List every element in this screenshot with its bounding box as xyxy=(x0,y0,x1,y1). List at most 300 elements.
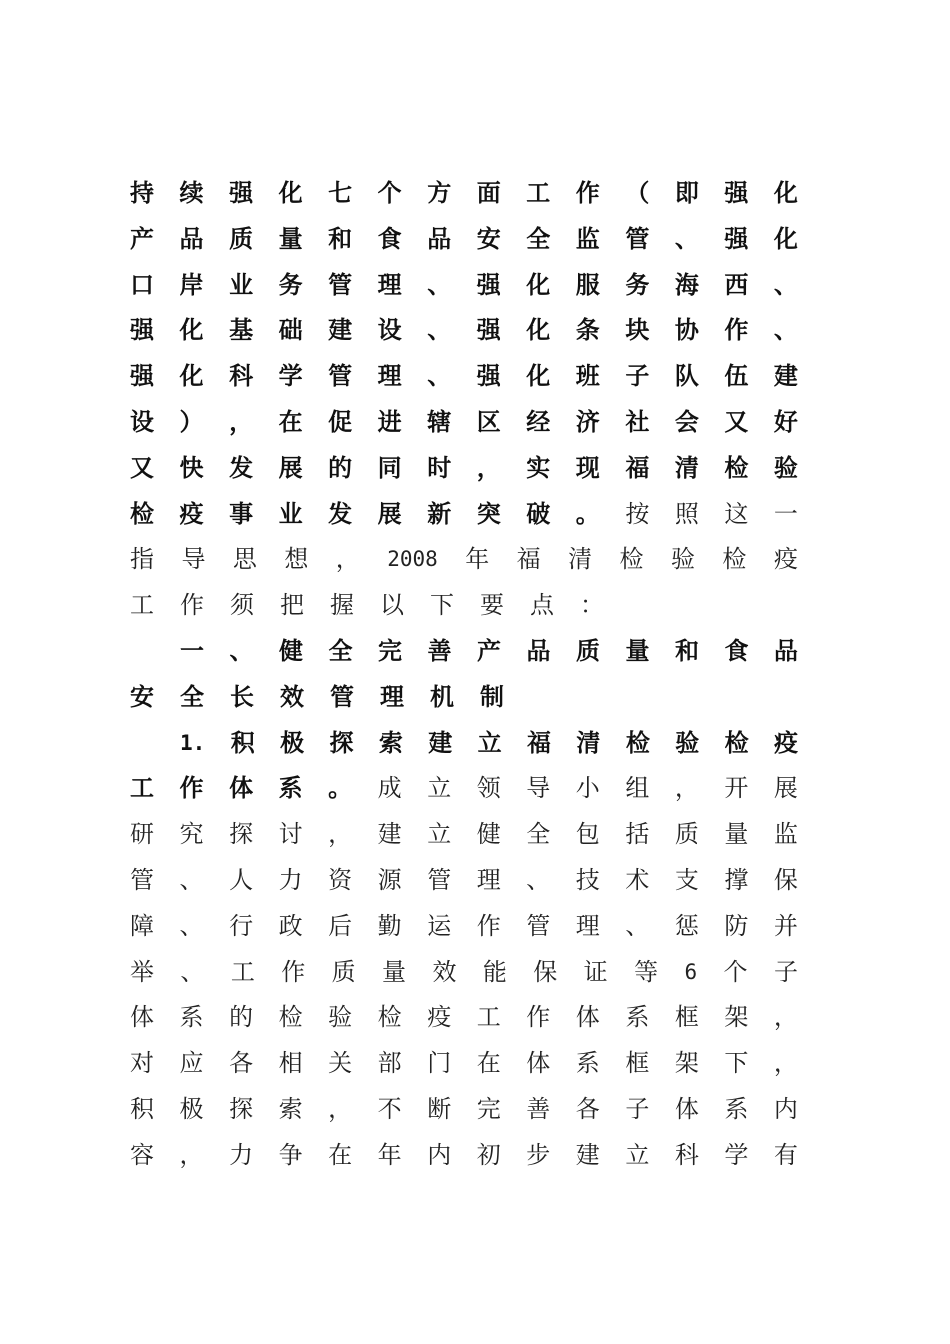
text-line xyxy=(130,216,798,262)
text-line xyxy=(130,857,798,903)
text-char: 体 xyxy=(130,1003,154,1032)
text-char: 产 xyxy=(130,223,154,253)
text-char: 政 xyxy=(278,911,303,940)
text-char: 部 xyxy=(377,1049,402,1078)
text-line xyxy=(130,170,798,216)
text-char: 又 xyxy=(130,452,154,482)
text-char: 系 xyxy=(575,1049,600,1078)
text-char: 勤 xyxy=(377,911,402,940)
text-char: 长 xyxy=(230,681,254,711)
text-char: 架 xyxy=(724,1003,749,1032)
text-char: 框 xyxy=(674,1003,699,1032)
text-char: 按 xyxy=(625,499,650,528)
text-char: 。 xyxy=(328,773,353,803)
text-char: 方 xyxy=(427,178,452,207)
text-char: 一 xyxy=(773,499,798,528)
text-char: 清 xyxy=(568,545,593,574)
text-char: 质 xyxy=(576,636,600,665)
text-line xyxy=(130,1132,798,1178)
text-char: ， xyxy=(229,407,254,436)
text-char: 疫 xyxy=(427,1003,452,1032)
text-char: 验 xyxy=(675,727,700,757)
text-char: 量 xyxy=(382,957,407,986)
text-char: 福 xyxy=(516,545,541,574)
text-char: 相 xyxy=(278,1049,303,1078)
text-char: 学 xyxy=(278,361,303,391)
text-char: 探 xyxy=(329,727,354,757)
text-char: 化 xyxy=(526,315,551,345)
text-char: 人 xyxy=(229,866,254,894)
text-char: 建 xyxy=(773,361,798,391)
text-char: 业 xyxy=(278,498,303,528)
text-char: 效 xyxy=(432,957,457,986)
text-char: 辖 xyxy=(427,407,452,436)
text-char: 系 xyxy=(625,1003,650,1032)
text-char: 各 xyxy=(229,1049,254,1078)
text-char: 建 xyxy=(377,820,402,849)
text-char: 现 xyxy=(575,452,600,482)
text-char: 要 xyxy=(480,591,504,620)
text-char: ， xyxy=(328,1095,353,1123)
text-char: 保 xyxy=(773,866,798,894)
text-char: 事 xyxy=(229,498,254,528)
text-char: 区 xyxy=(476,407,501,436)
text-char: 全 xyxy=(328,636,353,665)
text-char: 学 xyxy=(724,1140,749,1169)
text-char: ， xyxy=(328,820,353,849)
text-char: 工 xyxy=(130,591,154,620)
text-char: 想 xyxy=(284,545,309,574)
text-char: 业 xyxy=(229,269,254,299)
text-char: ， xyxy=(476,452,501,482)
text-char: 撑 xyxy=(724,866,749,894)
text-char: 食 xyxy=(377,223,402,253)
text-char: 等 xyxy=(634,957,659,986)
text-char: 防 xyxy=(724,911,749,940)
text-char: ， xyxy=(773,1003,798,1032)
text-char: 、 xyxy=(674,223,699,253)
text-char: 运 xyxy=(427,911,452,940)
text-char: 体 xyxy=(674,1095,699,1123)
text-char: 索 xyxy=(278,1095,303,1123)
text-char: 监 xyxy=(575,223,600,253)
text-char: 检 xyxy=(625,727,650,757)
text-char: 管 xyxy=(130,866,154,894)
text-char: 检 xyxy=(722,545,747,574)
text-char: 和 xyxy=(675,636,699,665)
text-char: 积 xyxy=(230,727,255,757)
text-char: ， xyxy=(335,545,360,574)
text-char: 照 xyxy=(674,499,699,528)
text-char: 科 xyxy=(674,1140,699,1169)
text-char: 量 xyxy=(278,223,303,253)
text-char: 强 xyxy=(130,361,154,391)
text-char: 研 xyxy=(130,820,154,849)
text-char: 探 xyxy=(229,820,254,849)
text-char: 又 xyxy=(724,407,749,436)
text-char: 门 xyxy=(427,1049,452,1078)
text-char: 进 xyxy=(377,407,402,436)
text-char: 索 xyxy=(378,727,403,757)
text-char: 福 xyxy=(625,452,650,482)
text-char: 极 xyxy=(280,727,305,757)
text-line xyxy=(180,628,798,674)
text-char: 点 xyxy=(530,591,554,620)
text-char: 疫 xyxy=(179,498,204,528)
text-char: 、 xyxy=(625,911,650,940)
text-char: 管 xyxy=(328,269,353,299)
text-char: 基 xyxy=(229,315,254,345)
text-char: 、 xyxy=(427,361,452,391)
text-char: 内 xyxy=(427,1140,452,1169)
text-line xyxy=(130,491,798,537)
text-char: 新 xyxy=(427,498,452,528)
text-char: 内 xyxy=(773,1095,798,1123)
text-char: 不 xyxy=(377,1095,402,1123)
text-char: 化 xyxy=(526,269,551,299)
text-char: 须 xyxy=(230,591,254,620)
text-line xyxy=(130,765,798,811)
text-char: 持 xyxy=(130,178,154,207)
text-char: 健 xyxy=(476,820,501,849)
text-char: 工 xyxy=(476,1003,501,1032)
text-char: 在 xyxy=(328,1140,353,1169)
text-char: 作 xyxy=(180,591,204,620)
text-char: 西 xyxy=(724,269,749,299)
text-char: 导 xyxy=(526,774,551,803)
text-char: 服 xyxy=(575,269,600,299)
text-char: 伍 xyxy=(724,361,749,391)
text-char: 品 xyxy=(526,636,551,665)
text-char: （ xyxy=(625,178,650,207)
text-char: 验 xyxy=(328,1003,353,1032)
text-char: 年 xyxy=(465,545,490,574)
text-char: 产 xyxy=(477,636,501,665)
text-char: 监 xyxy=(773,820,798,849)
text-char: 和 xyxy=(328,223,353,253)
text-char: 容 xyxy=(130,1140,154,1169)
text-char: 、 xyxy=(180,957,205,986)
text-char: 理 xyxy=(380,681,404,711)
text-char: 以 xyxy=(380,591,404,620)
text-char: 对 xyxy=(130,1049,154,1078)
text-char: 在 xyxy=(476,1049,501,1078)
text-char: 展 xyxy=(278,452,303,482)
text-char: 机 xyxy=(430,681,454,711)
text-char: 讨 xyxy=(278,820,303,849)
text-char: 、 xyxy=(526,866,551,894)
text-char: 强 xyxy=(229,178,254,207)
text-char: 子 xyxy=(625,1095,650,1123)
text-char: 究 xyxy=(179,820,204,849)
text-char: 领 xyxy=(476,774,501,803)
text-char: 强 xyxy=(476,361,501,391)
text-char: 子 xyxy=(625,361,650,391)
text-char: 班 xyxy=(575,361,600,391)
text-char: 建 xyxy=(428,727,453,757)
text-char: 包 xyxy=(575,820,600,849)
text-char: 作 xyxy=(724,315,749,345)
text-char: 思 xyxy=(232,545,257,574)
text-char: 惩 xyxy=(674,911,699,940)
text-line xyxy=(130,1086,798,1132)
text-char: 善 xyxy=(427,636,452,665)
text-char: 架 xyxy=(674,1049,699,1078)
text-char: 检 xyxy=(278,1003,303,1032)
text-char: 化 xyxy=(179,315,204,345)
text-char: 验 xyxy=(670,545,695,574)
text-char: 技 xyxy=(575,866,600,894)
text-char: 破 xyxy=(526,498,551,528)
text-char: 化 xyxy=(773,223,798,253)
text-char: 强 xyxy=(476,315,501,345)
text-char: 化 xyxy=(526,361,551,391)
text-char: 、 xyxy=(773,315,798,345)
text-line xyxy=(130,536,798,582)
text-char: 断 xyxy=(427,1095,452,1123)
text-line xyxy=(180,720,798,766)
text-char: 立 xyxy=(427,820,452,849)
text-char: 管 xyxy=(328,361,353,391)
text-char: 济 xyxy=(575,407,600,436)
text-char: 障 xyxy=(130,911,154,940)
text-char: 小 xyxy=(575,774,600,803)
text-char: 管 xyxy=(330,681,354,711)
text-char: 检 xyxy=(377,1003,402,1032)
text-line xyxy=(130,399,798,445)
text-char: 管 xyxy=(526,911,551,940)
text-char: 理 xyxy=(575,911,600,940)
text-line xyxy=(130,582,798,628)
text-line xyxy=(130,949,798,995)
text-char: 质 xyxy=(229,223,254,253)
text-char: 疫 xyxy=(773,727,798,757)
text-char: 立 xyxy=(625,1140,650,1169)
text-char: 续 xyxy=(179,178,204,207)
text-char: 组 xyxy=(625,774,650,803)
text-char: ： xyxy=(580,591,604,620)
text-char: 的 xyxy=(328,452,353,482)
text-line xyxy=(130,307,798,353)
text-char: 强 xyxy=(476,269,501,299)
text-line xyxy=(130,262,798,308)
text-char: 系 xyxy=(179,1003,204,1032)
text-char: 体 xyxy=(229,773,254,803)
text-char: 制 xyxy=(480,681,504,711)
text-char: 力 xyxy=(229,1140,254,1169)
text-char: 支 xyxy=(674,866,699,894)
text-char: 括 xyxy=(625,820,650,849)
text-char: 作 xyxy=(281,957,306,986)
text-char: 把 xyxy=(280,591,304,620)
text-char: 条 xyxy=(575,315,600,345)
text-char: 作 xyxy=(526,1003,551,1032)
text-char: 开 xyxy=(724,774,749,803)
text-char: 框 xyxy=(625,1049,650,1078)
text-char: 块 xyxy=(625,315,650,345)
text-char: 极 xyxy=(179,1095,204,1123)
text-char: 指 xyxy=(130,545,154,574)
text-char: 清 xyxy=(576,727,601,757)
text-char: 应 xyxy=(179,1049,204,1078)
text-char: 导 xyxy=(181,545,206,574)
text-char: 、 xyxy=(229,636,254,665)
text-char: 面 xyxy=(476,178,501,207)
text-char: 个 xyxy=(723,957,748,986)
text-char: 、 xyxy=(427,315,452,345)
text-char: 安 xyxy=(130,681,154,711)
text-char: 立 xyxy=(427,774,452,803)
text-char: 积 xyxy=(130,1095,154,1123)
text-char: 各 xyxy=(575,1095,600,1123)
text-char: 品 xyxy=(774,636,798,665)
text-char: 成 xyxy=(377,774,402,803)
text-char: 展 xyxy=(773,774,798,803)
text-char: 强 xyxy=(724,178,749,207)
text-char: 全 xyxy=(526,223,551,253)
text-char: 验 xyxy=(773,452,798,482)
text-char: 安 xyxy=(476,223,501,253)
text-token: 6 xyxy=(684,959,698,984)
text-char: 体 xyxy=(526,1049,551,1078)
text-char: 全 xyxy=(526,820,551,849)
text-char: 建 xyxy=(328,315,353,345)
text-char: 力 xyxy=(278,866,303,894)
text-char: 理 xyxy=(377,361,402,391)
text-char: 、 xyxy=(773,269,798,299)
text-char: 检 xyxy=(724,727,749,757)
text-char: 后 xyxy=(328,911,353,940)
text-char: 有 xyxy=(773,1140,798,1169)
text-char: ， xyxy=(773,1049,798,1078)
text-char: 工 xyxy=(130,773,154,803)
text-char: 建 xyxy=(575,1140,600,1169)
text-char: 的 xyxy=(229,1003,254,1032)
text-char: 发 xyxy=(328,498,353,528)
text-char: 工 xyxy=(526,178,551,207)
text-char: 务 xyxy=(625,269,650,299)
text-line xyxy=(130,1040,798,1086)
text-char: 步 xyxy=(526,1140,551,1169)
text-char: 量 xyxy=(625,636,650,665)
text-char: 能 xyxy=(482,957,507,986)
text-char: 探 xyxy=(229,1095,254,1123)
text-char: 证 xyxy=(583,957,608,986)
text-char: 下 xyxy=(724,1049,749,1078)
text-char: 一 xyxy=(180,636,204,665)
text-char: 理 xyxy=(476,866,501,894)
text-line xyxy=(130,353,798,399)
text-char: ， xyxy=(179,1140,204,1169)
text-char: 清 xyxy=(674,452,699,482)
text-char: 化 xyxy=(773,178,798,207)
text-char: 全 xyxy=(180,681,204,711)
text-char: 检 xyxy=(619,545,644,574)
text-char: 好 xyxy=(773,407,798,436)
text-char: 系 xyxy=(724,1095,749,1123)
text-char: 术 xyxy=(625,866,650,894)
text-char: 量 xyxy=(724,820,749,849)
text-char: 海 xyxy=(674,269,699,299)
text-char: 食 xyxy=(724,636,749,665)
text-char: 发 xyxy=(229,452,254,482)
text-char: 善 xyxy=(526,1095,551,1123)
text-char: 。 xyxy=(575,498,600,528)
text-char: 资 xyxy=(328,866,353,894)
text-char: 实 xyxy=(526,452,551,482)
text-char: 福 xyxy=(527,727,552,757)
text-char: 子 xyxy=(773,957,798,986)
text-char: 队 xyxy=(674,361,699,391)
text-char: 作 xyxy=(476,911,501,940)
text-char: 作 xyxy=(179,773,204,803)
text-char: 源 xyxy=(377,866,402,894)
text-char: 口 xyxy=(130,269,154,299)
text-char: 握 xyxy=(330,591,354,620)
text-char: 理 xyxy=(377,269,402,299)
text-char: 、 xyxy=(179,911,204,940)
text-char: 检 xyxy=(130,498,154,528)
text-token: 1. xyxy=(180,730,206,755)
text-char: 完 xyxy=(476,1095,501,1123)
text-char: ） xyxy=(179,407,204,436)
text-char: 品 xyxy=(179,223,204,253)
text-char: 关 xyxy=(328,1049,353,1078)
text-char: 这 xyxy=(724,499,749,528)
text-line xyxy=(130,674,798,720)
text-char: 行 xyxy=(229,911,254,940)
text-char: 强 xyxy=(130,315,154,345)
text-char: 下 xyxy=(430,591,454,620)
text-char: 化 xyxy=(278,178,303,207)
text-char: 设 xyxy=(377,315,402,345)
text-char: 质 xyxy=(331,957,356,986)
text-char: 举 xyxy=(130,957,154,986)
text-char: 体 xyxy=(575,1003,600,1032)
text-char: 保 xyxy=(533,957,558,986)
text-char: 检 xyxy=(724,452,749,482)
text-line xyxy=(130,445,798,491)
text-char: 疫 xyxy=(773,545,798,574)
text-char: 岸 xyxy=(179,269,204,299)
text-char: 时 xyxy=(427,452,452,482)
text-char: 争 xyxy=(278,1140,303,1169)
text-char: 科 xyxy=(229,361,254,391)
text-line xyxy=(130,994,798,1040)
text-char: 化 xyxy=(179,361,204,391)
text-char: 系 xyxy=(278,773,303,803)
text-char: 个 xyxy=(377,178,402,207)
text-char: 管 xyxy=(427,866,452,894)
text-char: 七 xyxy=(328,178,353,207)
text-char: 设 xyxy=(130,407,154,436)
text-char: 会 xyxy=(674,407,699,436)
text-char: 快 xyxy=(179,452,204,482)
text-char: 初 xyxy=(476,1140,501,1169)
text-line xyxy=(130,903,798,949)
text-char: 突 xyxy=(476,498,501,528)
text-char: 健 xyxy=(279,636,303,665)
text-token: 2008 xyxy=(387,547,438,572)
text-char: 务 xyxy=(278,269,303,299)
text-char: 强 xyxy=(724,223,749,253)
text-char: 年 xyxy=(377,1140,402,1169)
text-char: 管 xyxy=(625,223,650,253)
text-char: 质 xyxy=(674,820,699,849)
text-char: 效 xyxy=(280,681,304,711)
text-char: 展 xyxy=(377,498,402,528)
text-char: 同 xyxy=(377,452,402,482)
